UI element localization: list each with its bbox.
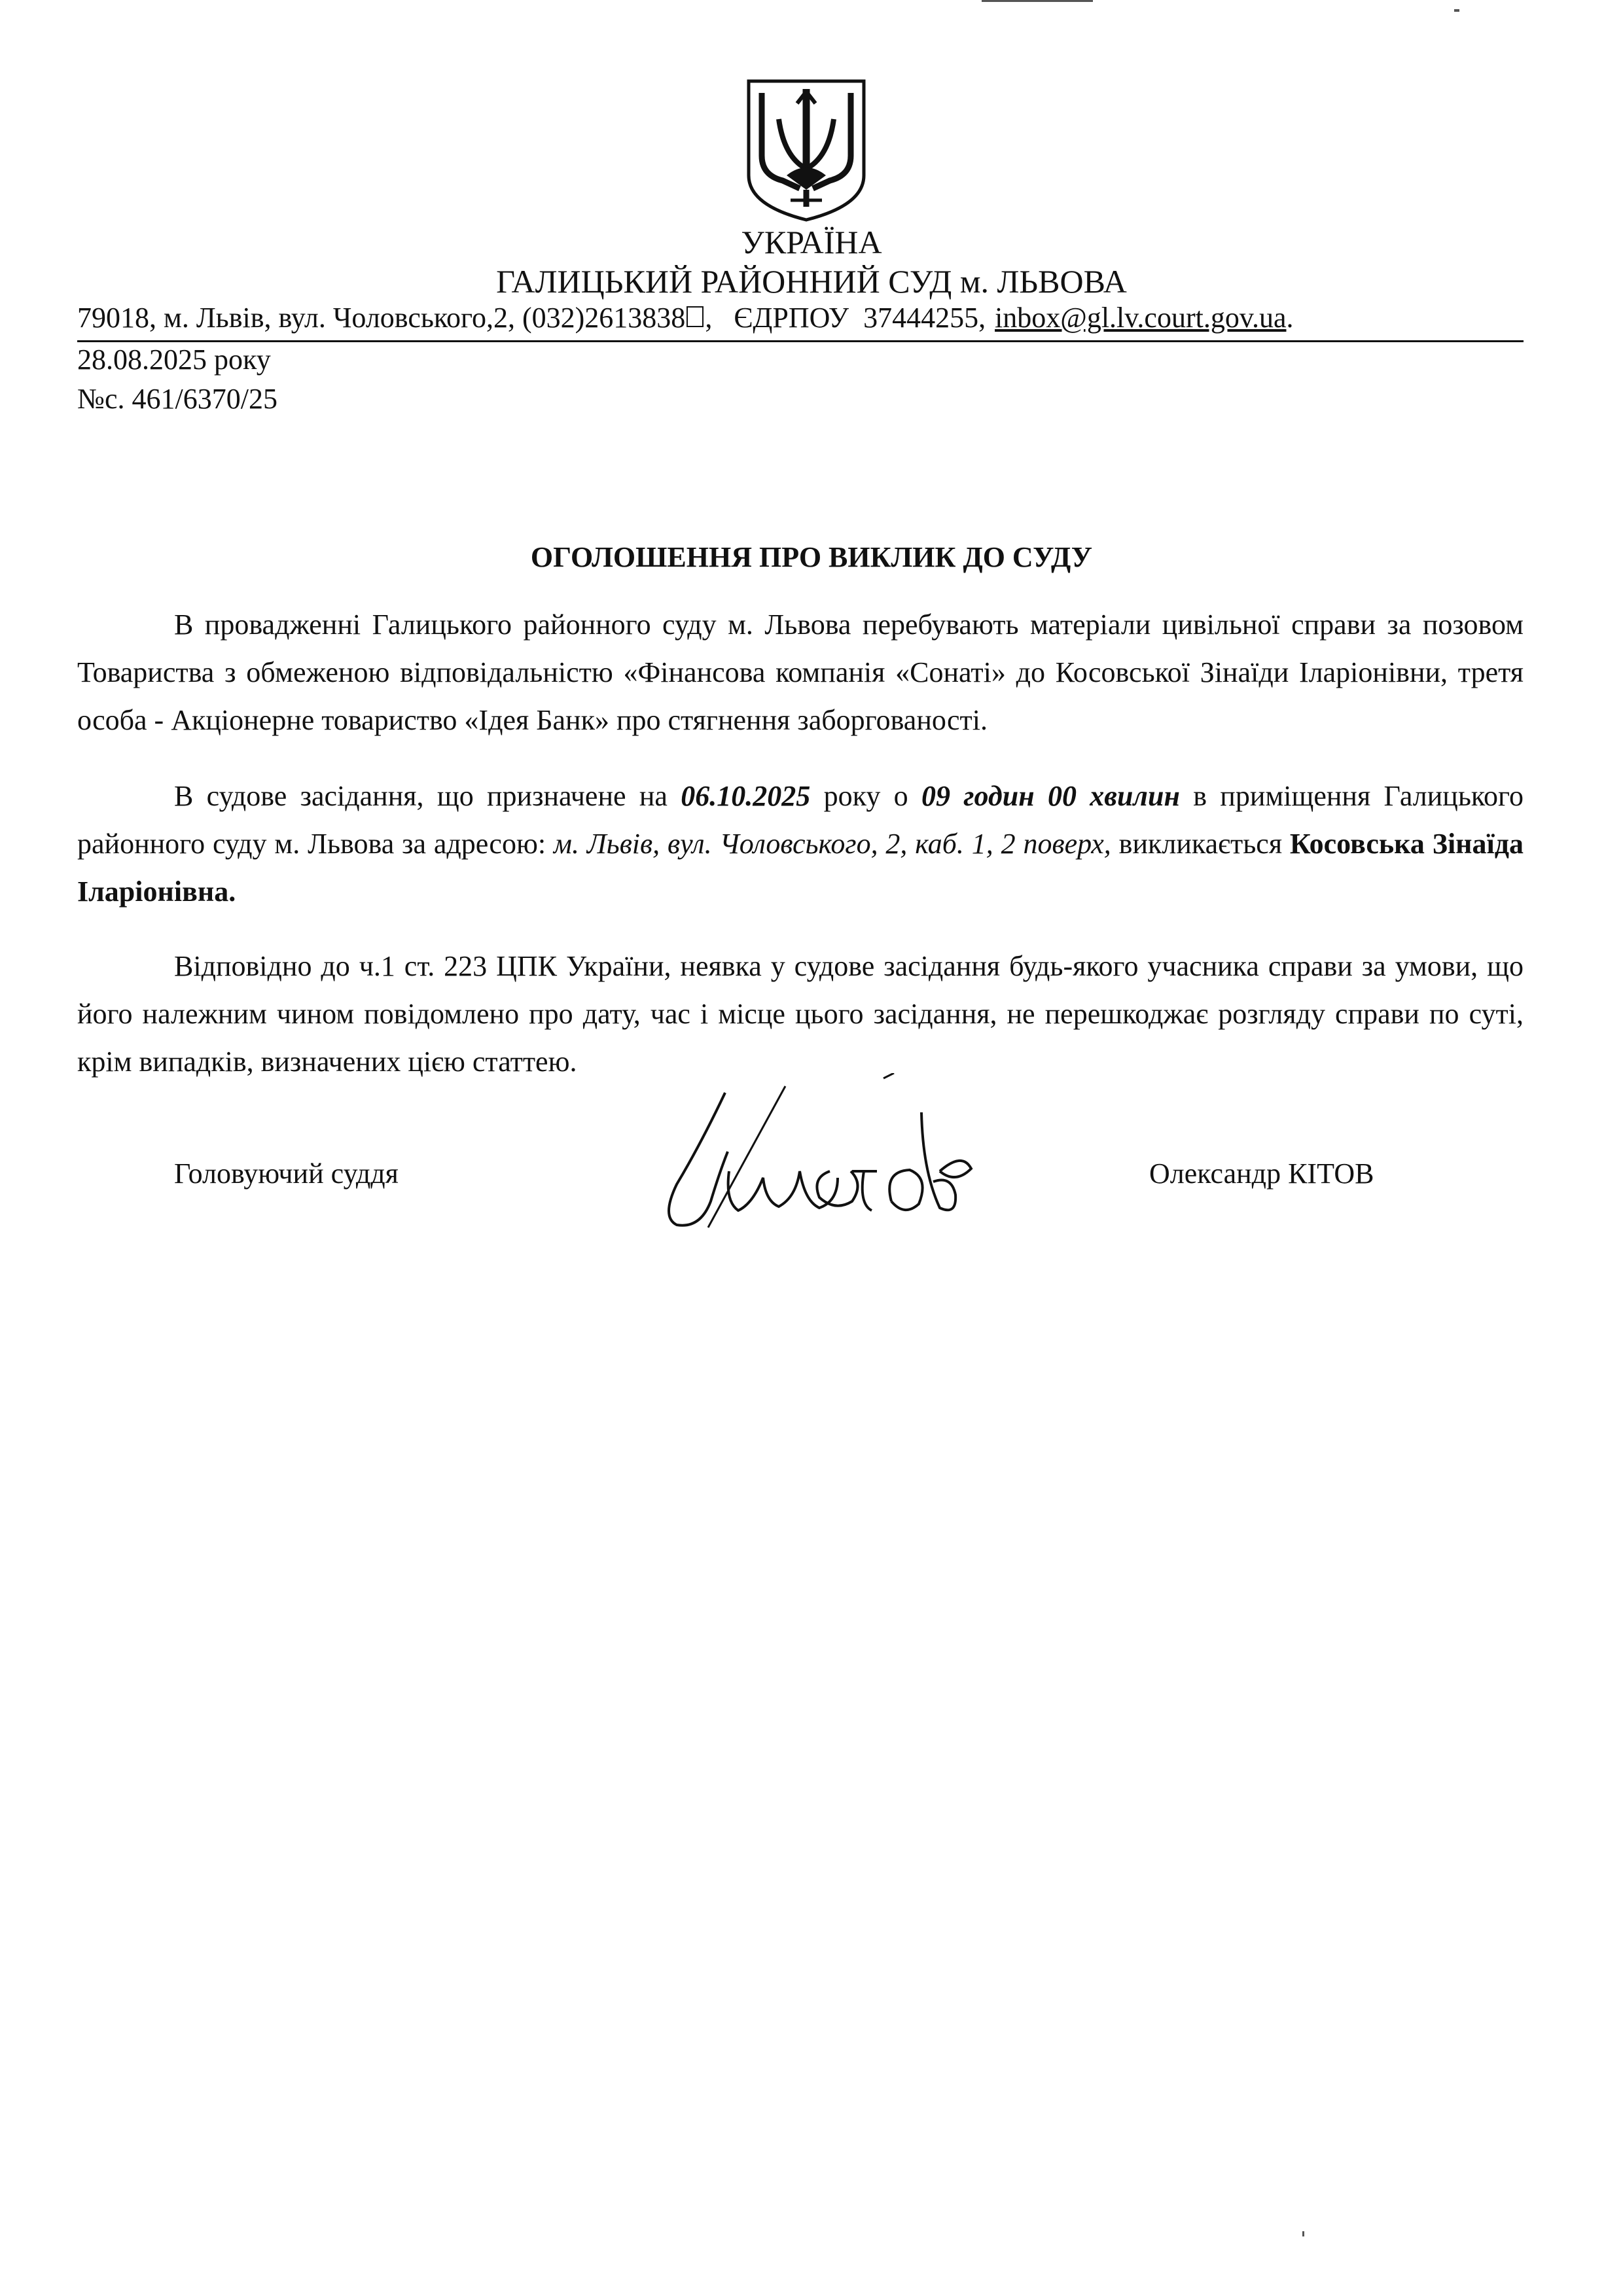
case-number: №с. 461/6370/25 (77, 383, 277, 415)
p2-text-2: року о (810, 780, 921, 812)
signer-role: Головуючий суддя (174, 1157, 399, 1190)
scan-artifact-corner (1454, 9, 1459, 12)
summoned-person: Косовська Зінаїда Іларіонівна. (77, 828, 1524, 908)
signer-name: Олександр КІТОВ (1149, 1157, 1374, 1190)
trident-emblem-icon (745, 77, 868, 222)
scan-artifact-top (982, 0, 1093, 2)
p2-text-4: викликається (1111, 828, 1290, 860)
edrpou-code: , ЄДРПОУ 37444255, (705, 302, 986, 334)
court-email-link[interactable]: inbox@gl.lv.court.gov.ua (995, 302, 1287, 334)
country-name: УКРАЇНА (741, 224, 882, 260)
hearing-date: 06.10.2025 (681, 780, 811, 812)
spacer (986, 300, 995, 336)
document-date: 28.08.2025 року (77, 344, 271, 376)
scan-artifact-bottom (1302, 2231, 1304, 2236)
notice-paragraph-1: В провадженні Галицького районного суду м. Львова перебувають матеріали цивільної справи за позовом Товариства з обмеженою відповідальністю «Фінансова компанія «Сонаті» до Косовської Зінаїди Іларіонівни, третя особа - Акціонерне товариство «Ідея Банк» про стягнення заборгованості. (77, 609, 1524, 736)
p2-text-1: В судове засідання, що призначене на (174, 780, 681, 812)
hearing-address: м. Львів, вул. Чоловського, 2, каб. 1, 2 поверх, (553, 828, 1111, 860)
address-end-punct: . (1286, 302, 1294, 334)
handwritten-signature (648, 1073, 988, 1243)
header-divider (77, 340, 1524, 342)
phone-box-icon (687, 306, 704, 327)
court-name: ГАЛИЦЬКИЙ РАЙОННИЙ СУД м. ЛЬВОВА (496, 263, 1127, 300)
hearing-time: 09 годин 00 хвилин (921, 780, 1180, 812)
postal-address: 79018, м. Львів, вул. Чоловського,2, (032)2613838 (77, 302, 686, 334)
notice-title: ОГОЛОШЕННЯ ПРО ВИКЛИК ДО СУДУ (530, 541, 1093, 573)
notice-paragraph-3: Відповідно до ч.1 ст. 223 ЦПК України, неявка у судове засідання будь-якого учасника справи за умови, що його належним чином повідомлено про дату, час і місце цього засідання, не перешкоджає розгляду справи по суті, крім випадків, визначених цією статтею. (77, 950, 1524, 1078)
court-address-line (77, 300, 1543, 336)
p2-text-3: в приміщення Галицького районного суду м. Львова за адресою: (77, 780, 1524, 860)
document-meta (77, 340, 277, 419)
notice-paragraph-2 (77, 772, 1524, 915)
